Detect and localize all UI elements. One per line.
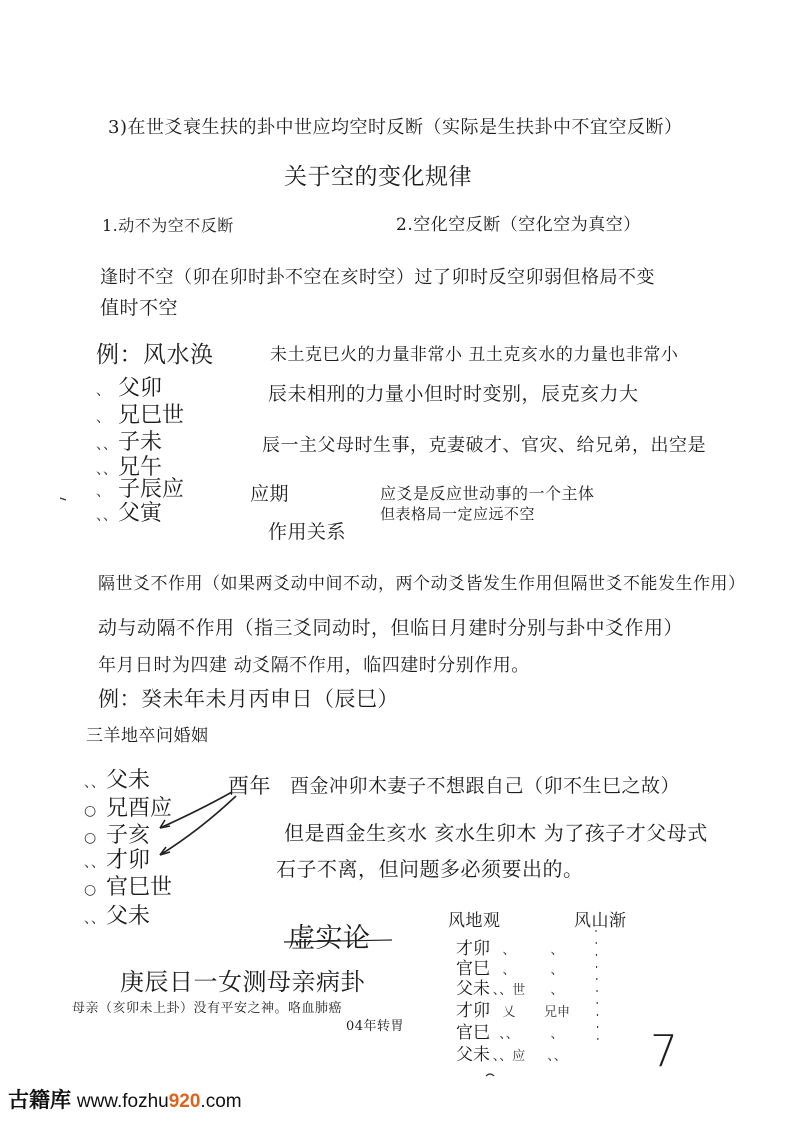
example1-note-3: 辰一主父母时生事，克妻破才、官灾、给兄弟，出空是 (262, 435, 706, 456)
hex-right-name-1: 风地观 (448, 911, 501, 931)
example1-note-5: 应爻是反应世动事的一个主体 (380, 484, 595, 503)
line-text: 兄巳世 (118, 403, 185, 428)
line-mark: 、 (96, 484, 110, 500)
stray-mark (486, 1074, 494, 1076)
section3-line-2: 母亲（亥卯未上卦）没有平安之神。咯血肺癌 (72, 1001, 343, 1016)
example2-year-label: 酉年 (228, 774, 271, 798)
example1-note-2: 辰未相刑的力量小但时时变别，辰克亥力大 (268, 383, 639, 405)
example2-note-1: 酉金冲卯木妻子不想跟自己（卯不生巳之故） (290, 775, 681, 797)
example2-line-6 (84, 899, 150, 930)
section3-line-3: 04年转胃 (346, 1019, 405, 1034)
line-text: 才卯 (456, 939, 490, 959)
line-mark: ○ (84, 803, 97, 819)
example2-title: 例：癸未年未月丙申日（辰巳） (98, 687, 399, 711)
header-line-1: 3)在世爻衰生扶的卦中世应均空时反断（实际是生扶卦中不宜空反断） (108, 117, 683, 138)
para-1: 隔世爻不作用（如果两爻动中间不动，两个动爻皆发生作用但隔世爻不能发生作用） (98, 574, 746, 594)
example2-line-5 (84, 870, 172, 901)
line-mark: 、 (96, 410, 110, 426)
para-3: 年月日时为四建 动爻隔不作用，临四建时分别作用。 (98, 655, 530, 676)
line-text: 子亥 (106, 823, 151, 848)
line-mark-2: 兄申 (543, 1005, 570, 1020)
line-mark: 、 (96, 383, 110, 399)
page-number: 7 (650, 1026, 679, 1077)
line-text: 父卯 (118, 376, 163, 401)
example1-line-6 (96, 496, 162, 527)
section3-title: 虚实论 (288, 923, 371, 954)
hex-right-name-2: 风山渐 (574, 911, 627, 931)
example2-subtitle: 三羊地卒问婚姻 (86, 726, 209, 746)
line-text: 官巳世 (106, 875, 173, 900)
header-line-2: 关于空的变化规律 (284, 164, 472, 190)
line-mark-1: 、 (502, 943, 516, 958)
line-text: 官巳 (456, 1023, 490, 1043)
line-text: 官巳 (456, 959, 490, 979)
bracket-hex-right (596, 930, 598, 1050)
example2-line-1 (84, 763, 150, 794)
example1-note-4: 应期 (250, 483, 290, 505)
line-mark: 、、 (84, 855, 105, 871)
line-mark-1: 、 (502, 963, 516, 978)
footer-watermark (8, 1084, 242, 1114)
example1-note-6: 但表格局一定应远不空 (380, 505, 536, 523)
footer-url-number: 920 (168, 1091, 201, 1112)
example2-note-3: 石子不离，但问题多必须要出的。 (276, 857, 584, 881)
line-text: 父未 (456, 1045, 490, 1065)
line-text: 父未 (106, 904, 151, 929)
line-mark-1: 乂 (502, 1005, 516, 1020)
line-mark: 、、 (96, 508, 117, 524)
line-mark-1: 、、应 (492, 1049, 526, 1064)
line-mark: ○ (84, 830, 97, 846)
line-mark: 、、 (84, 911, 105, 927)
line-mark: 、、 (96, 437, 117, 453)
rule-3: 逢时不空（卯在卯时卦不空在亥时空）过了卯时反空卯弱但格局不变 (100, 267, 655, 288)
rule-1: 1.动不为空不反断 (102, 216, 234, 235)
footer-url-prefix: www.fozhu (76, 1091, 169, 1112)
example1-note-7: 作用关系 (268, 521, 347, 543)
line-text: 父未 (456, 979, 490, 999)
line-text: 子未 (118, 430, 163, 455)
line-text: 父未 (106, 768, 151, 793)
rule-4: 值时不空 (100, 297, 179, 319)
line-text: 才卯 (106, 848, 151, 873)
line-text: 才卯 (456, 1001, 490, 1021)
para-2: 动与动隔不作用（指三爻同动时，但临日月建时分别与卦中爻作用） (98, 617, 684, 639)
line-mark-2: 、 (550, 1027, 564, 1042)
line-mark-2: 、 (550, 983, 564, 998)
line-mark-2: 、 (550, 943, 564, 958)
line-mark-2: 、 (550, 963, 564, 978)
line-mark: 、、 (96, 462, 117, 478)
section3-line-1: 庚辰日一女测母亲病卦 (120, 968, 365, 996)
line-mark-1: 、、 (499, 1027, 519, 1042)
line-text: 子辰应 (118, 477, 185, 502)
line-text: 兄午 (118, 455, 163, 480)
example1-title: 例：风水涣 (96, 342, 214, 368)
line-text: 兄酉应 (106, 796, 173, 821)
line-text: 父寅 (118, 501, 163, 526)
footer-url-suffix: .com (200, 1091, 242, 1112)
line-mark-2: 、、 (547, 1049, 567, 1064)
rule-2: 2.空化空反断（空化空为真空） (396, 215, 641, 235)
line-mark: 、、 (84, 775, 105, 791)
hex-right-line-6 (456, 1040, 586, 1065)
example2-note-2: 但是酉金生亥水 亥水生卯木 为了孩子才父母式 (284, 821, 708, 845)
footer-site-name: 古籍库 (8, 1089, 71, 1112)
line-mark-1: 、、世 (492, 983, 526, 998)
line-mark: ○ (84, 882, 97, 898)
example1-note-1: 未土克巳火的力量非常小 丑土克亥水的力量也非常小 (270, 345, 679, 365)
margin-tick (60, 498, 66, 500)
arrow-head-2 (160, 847, 170, 855)
